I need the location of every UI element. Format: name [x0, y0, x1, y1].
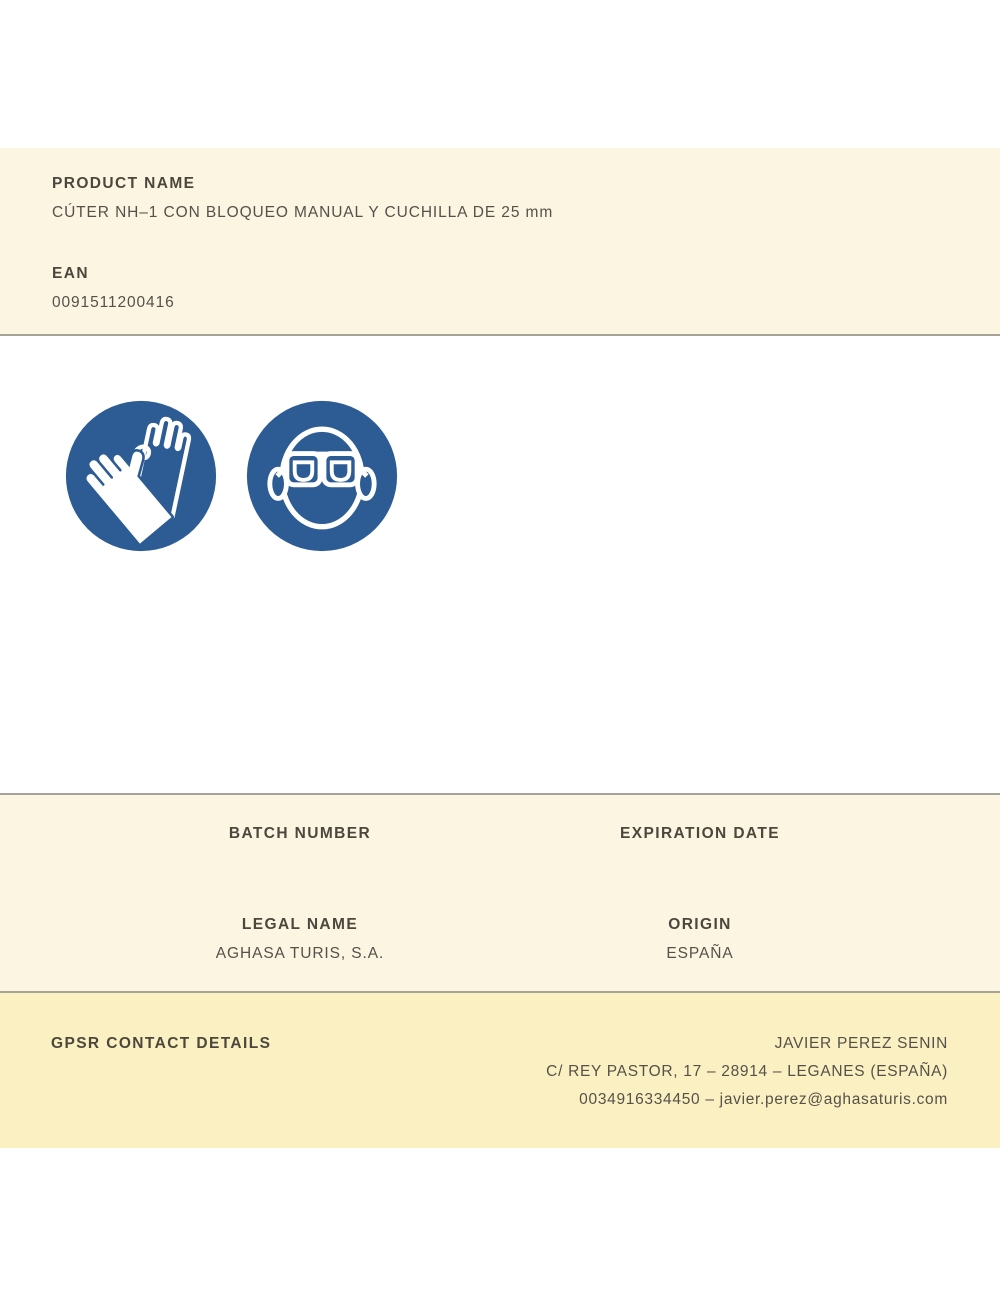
- origin-label: ORIGIN: [668, 916, 732, 933]
- gpsr-contact-section: [0, 993, 1000, 1148]
- product-info-section: [0, 148, 1000, 336]
- batch-details-section: [0, 793, 1000, 993]
- legal-name-field: [100, 916, 500, 963]
- gpsr-contact-address: C/ REY PASTOR, 17 – 28914 – LEGANES (ESPAÑA): [546, 1063, 948, 1080]
- legal-name-value: AGHASA TURIS, S.A.: [215, 945, 385, 962]
- gpsr-contact-block: [546, 1030, 948, 1114]
- origin-field: [500, 916, 900, 963]
- expiration-date-label: EXPIRATION DATE: [620, 825, 780, 842]
- batch-number-value: [100, 855, 500, 873]
- wear-protective-gloves-icon: [63, 398, 219, 554]
- ean-label: EAN: [52, 265, 89, 282]
- wear-eye-protection-icon: [244, 398, 400, 554]
- batch-number-label: BATCH NUMBER: [228, 825, 372, 842]
- expiration-date-value: [500, 855, 900, 873]
- gpsr-contact-phone-email: 0034916334450 – javier.perez@aghasaturis.com: [579, 1091, 948, 1108]
- batch-number-field: [100, 825, 500, 873]
- safety-icons-section: [63, 398, 400, 554]
- product-name-value: CÚTER NH–1 CON BLOQUEO MANUAL Y CUCHILLA DE 25 mm: [52, 204, 554, 221]
- gpsr-contact-name: JAVIER PEREZ SENIN: [774, 1035, 948, 1052]
- gpsr-contact-title: GPSR CONTACT DETAILS: [51, 1035, 272, 1052]
- origin-value: ESPAÑA: [666, 945, 734, 962]
- expiration-date-field: [500, 825, 900, 873]
- product-name-label: PRODUCT NAME: [52, 175, 196, 192]
- legal-name-label: LEGAL NAME: [241, 916, 359, 933]
- ean-value: 0091511200416: [52, 294, 175, 311]
